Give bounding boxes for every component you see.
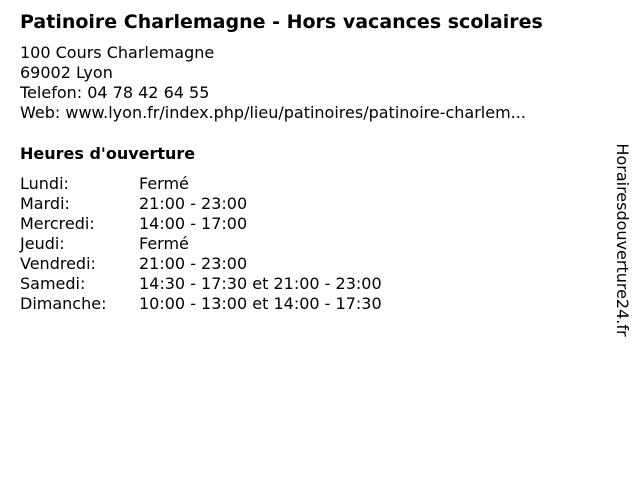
time-value: Fermé bbox=[139, 174, 189, 193]
day-label: Lundi: bbox=[20, 174, 69, 193]
day-label: Mercredi: bbox=[20, 214, 95, 233]
website-link[interactable]: Web: www.lyon.fr/index.php/lieu/patinoires/patinoire-charlem... bbox=[20, 103, 526, 122]
hours-row-thursday bbox=[20, 234, 382, 254]
hours-row-wednesday bbox=[20, 214, 382, 234]
hours-row-saturday bbox=[20, 274, 382, 294]
day-label: Samedi: bbox=[20, 274, 86, 293]
street-address: 100 Cours Charlemagne bbox=[20, 43, 215, 62]
day-label: Mardi: bbox=[20, 194, 70, 213]
phone-number: Telefon: 04 78 42 64 55 bbox=[20, 83, 210, 102]
time-value: 21:00 - 23:00 bbox=[139, 194, 248, 213]
opening-hours-table bbox=[20, 174, 382, 314]
site-brand-watermark: Horairesdouverture24.fr bbox=[613, 143, 632, 337]
hours-row-sunday bbox=[20, 294, 382, 314]
time-value: Fermé bbox=[139, 234, 189, 253]
hours-row-friday bbox=[20, 254, 382, 274]
opening-hours-heading: Heures d'ouverture bbox=[20, 144, 196, 163]
address-block bbox=[20, 43, 526, 123]
page-title: Patinoire Charlemagne - Hors vacances scolaires bbox=[20, 11, 543, 33]
time-value: 14:00 - 17:00 bbox=[139, 214, 248, 233]
time-value: 14:30 - 17:30 et 21:00 - 23:00 bbox=[139, 274, 382, 293]
hours-row-monday bbox=[20, 174, 382, 194]
city-address: 69002 Lyon bbox=[20, 63, 113, 82]
time-value: 21:00 - 23:00 bbox=[139, 254, 248, 273]
day-label: Dimanche: bbox=[20, 294, 107, 313]
day-label: Vendredi: bbox=[20, 254, 96, 273]
day-label: Jeudi: bbox=[20, 234, 65, 253]
time-value: 10:00 - 13:00 et 14:00 - 17:30 bbox=[139, 294, 382, 313]
hours-row-tuesday bbox=[20, 194, 382, 214]
